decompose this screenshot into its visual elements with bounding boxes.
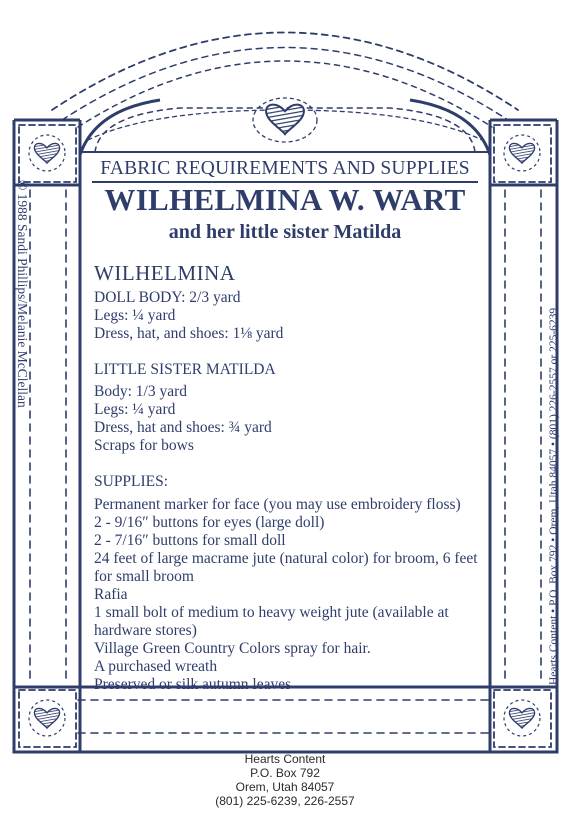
list-item: Preserved or silk autumn leaves (94, 676, 292, 693)
heart-icon-top-right (504, 135, 540, 171)
heart-icon-top-left (29, 135, 65, 171)
address-vertical: Hearts Content • P.O. Box 792 • Orem, Utah 84057 • (801) 226-2557 or 225-6239 (548, 307, 560, 685)
list-item: Scraps for bows (94, 437, 194, 454)
page-title: WILHELMINA W. WART (104, 182, 466, 217)
matilda-heading: LITTLE SISTER MATILDA (94, 361, 276, 378)
heart-icon-bottom-left (29, 700, 65, 736)
footer-line: P.O. Box 792 (250, 766, 320, 780)
list-item: Body: 1/3 yard (94, 383, 187, 400)
heart-icon-bottom-right (504, 700, 540, 736)
list-item: 24 feet of large macrame jute (natural color) for broom, 6 feet for small broom (94, 550, 478, 585)
supplies-heading: SUPPLIES: (94, 473, 169, 490)
list-item: Legs: ¼ yard (94, 401, 176, 418)
list-item: 1 small bolt of medium to heavy weight jute (available at hardware stores) (94, 604, 449, 639)
footer-address (135, 752, 435, 808)
copyright-vertical: © 1988 Sandi Phillips/Melanie McClellan (15, 180, 30, 408)
footer-line: Orem, Utah 84057 (235, 780, 335, 794)
list-item: Permanent marker for face (you may use embroidery floss) (94, 496, 461, 513)
list-item: Legs: ¼ yard (94, 307, 176, 324)
page-subtitle: and her little sister Matilda (168, 221, 402, 243)
wilhelmina-heading: WILHELMINA (94, 261, 236, 285)
list-item: 2 - 9/16″ buttons for eyes (large doll) (94, 514, 325, 531)
list-item: Dress, hat, and shoes: 1⅛ yard (94, 325, 284, 342)
list-item: Dress, hat and shoes: ¾ yard (94, 419, 272, 436)
list-item: DOLL BODY: 2/3 yard (94, 289, 241, 306)
list-item: 2 - 7/16″ buttons for small doll (94, 532, 286, 549)
requirements-content (94, 260, 492, 694)
footer-line: (801) 225-6239, 226-2557 (215, 794, 355, 808)
footer-line: Hearts Content (244, 752, 326, 766)
heart-icon-top (253, 98, 317, 142)
list-item: A purchased wreath (94, 658, 218, 675)
list-item: Village Green Country Colors spray for hair. (94, 640, 371, 657)
list-item: Rafia (94, 586, 128, 603)
banner-heading: FABRIC REQUIREMENTS AND SUPPLIES (100, 158, 470, 179)
